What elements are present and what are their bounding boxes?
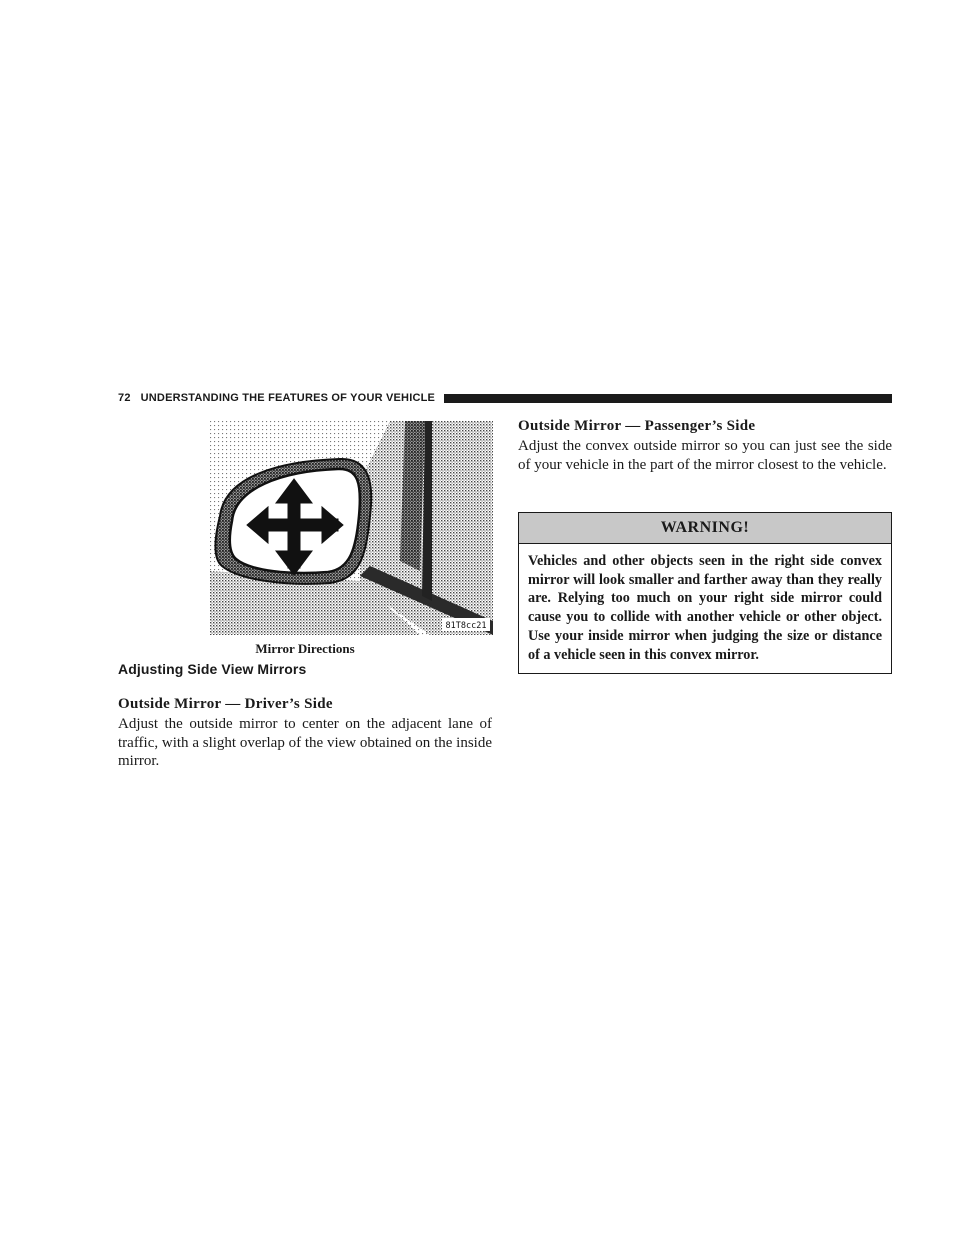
right-column xyxy=(518,418,892,474)
warning-text: Vehicles and other objects seen in the right side convex mirror will look smaller and farther away than they really are. Relying too much on your right side mirror could cause you to collide with another vehicle or other object. Use your inside mirror when judging the size or distance of a vehicle seen in this convex mirror. xyxy=(528,553,882,663)
driver-side-text: Adjust the outside mirror to center on the adjacent lane of traffic, with a slight overlap of the view obtained on the inside mirror. xyxy=(118,716,492,769)
warning-title: WARNING! xyxy=(519,513,891,544)
driver-side-heading: Outside Mirror — Driver’s Side xyxy=(118,696,333,712)
passenger-side-text: Adjust the convex outside mirror so you can just see the side of your vehicle in the part of the mirror closest to the vehicle. xyxy=(518,438,892,473)
warning-box xyxy=(518,512,892,674)
section-heading: Adjusting Side View Mirrors xyxy=(118,661,307,677)
left-column xyxy=(118,661,492,771)
running-header xyxy=(118,390,892,406)
mirror-directions-illustration xyxy=(210,421,493,635)
page-number: 72 xyxy=(118,392,131,404)
figure-code: 81T8cc21 xyxy=(445,621,487,631)
header-rule xyxy=(444,394,892,403)
passenger-side-heading: Outside Mirror — Passenger’s Side xyxy=(518,418,756,434)
figure-caption: Mirror Directions xyxy=(255,641,355,656)
section-title: UNDERSTANDING THE FEATURES OF YOUR VEHICLE xyxy=(140,392,436,404)
